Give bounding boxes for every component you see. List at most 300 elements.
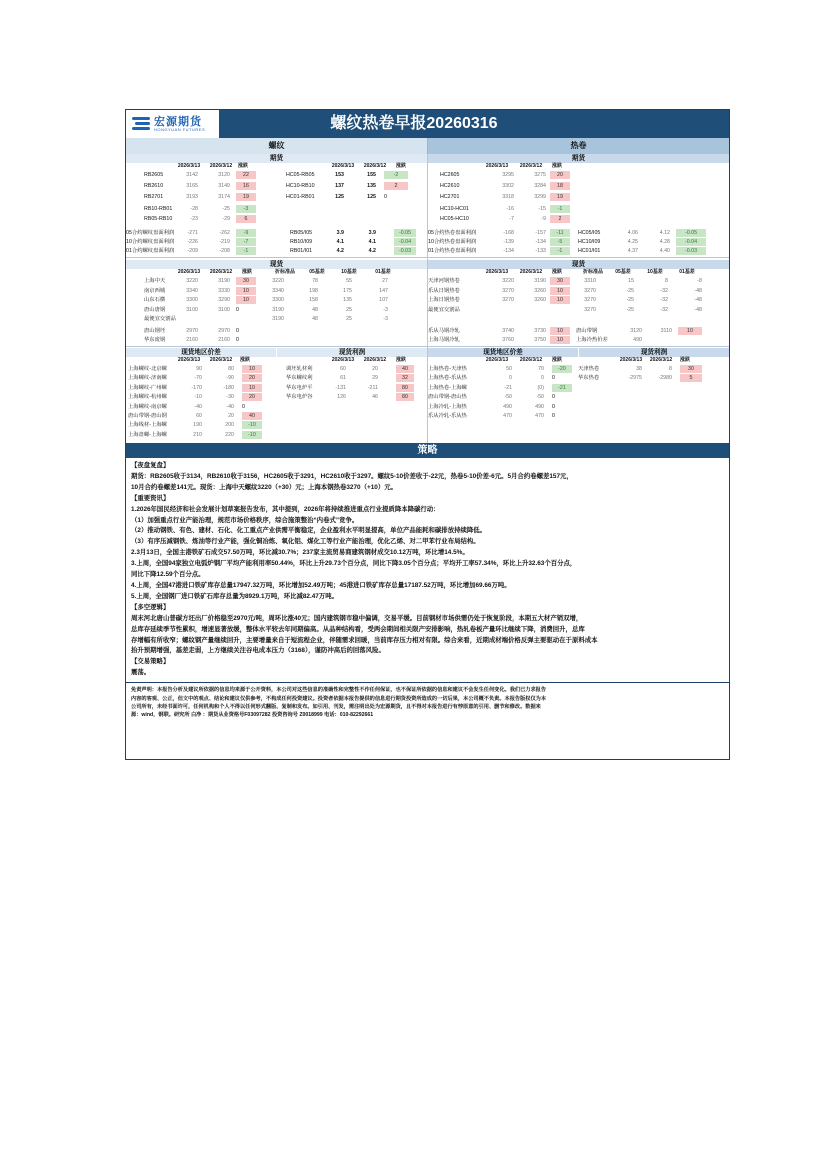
strategy-line: 10月合约卷螺差141元。现货：上海中天螺纹3220（+30）元；上海本钢热卷3270（+10）元。 [131,483,397,491]
rb-fut-head-2: 涨跌 [237,163,248,169]
rb-region-name: 唐山带钢-唐山钢 [128,413,167,419]
rb-spot-b05: 198 [309,287,318,294]
hc-spot-name: 最便宜交割品 [428,306,460,313]
hc-region-value-2: 470 [535,413,544,419]
strategy-line: （3）有序压减钢铁、炼油等行业产能，强化铜冶炼、氧化铝、煤化工等行业产能治理，优化乙烯、对二甲苯行业布局结构。 [131,538,480,546]
hc-spot-conv: 3270 [584,287,596,294]
hc-spot-value-1: 3220 [502,278,514,284]
strategy-line: 同比下降12.59个百分点。 [131,571,205,579]
hc-disk-profit-change: -11 [550,229,570,237]
rb-spot-conv: 3340 [272,287,284,294]
rb-fut-head-1: 2026/3/12 [209,163,233,169]
rb-ore-ratio-value-1: 3.9 [336,230,344,236]
hc-spot-head-6: 01基差 [679,269,695,275]
strategy-line: （2）推动钢铁、有色、建材、石化、化工重点产业供需平衡稳定，企业盈利水平明显提高，单位产品能耗和碳排放持续降低。 [131,527,487,535]
hc-disk-profit-value-2: -134 [535,239,546,245]
strategy-line: （1）加强重点行业产能治理，规范市场价格秩序，综合施策整治“内卷式”竞争。 [131,516,359,524]
rb-region-name: 上海螺纹-南京螺 [128,403,167,410]
rb-spot-b10: 175 [343,287,352,294]
hc-fut-head-2: 涨跌 [551,163,562,169]
rb-region-value-1: -10 [194,394,202,401]
profit-band-rebar: 现货利润 [277,348,427,357]
rb-region-change: 40 [242,412,262,420]
hc-region-value-2: -50 [536,394,544,401]
hc-ore-ratio-value-2: 4.12 [659,230,670,236]
logo-english: HONGYUAN FUTURES [154,126,206,132]
rb-profit-value-1: 126 [337,394,346,401]
hc-profit-value-2: 8 [669,366,672,372]
rb-region-change: 20 [242,393,262,401]
strategy-line: 抬升预期增强，基差走弱，上方继续关注谷电成本压力（3168），谨防冲高后的回落风险。 [131,647,385,655]
rb-region-head-1: 2026/3/12 [209,357,233,363]
hc-profit-name: 天津热卷 [578,366,600,372]
hc-region-change: 0 [552,403,555,410]
strategy-line: 5.上周，全国钢厂进口铁矿石库存总量为8929.1万吨，环比减82.47万吨。 [131,592,339,600]
rb-spot-name: 上海中天 [144,278,166,284]
hc-spot-b01: -8 [697,278,702,284]
hc-spot-head-1: 2026/3/12 [519,269,543,275]
rb-ore-ratio-value-2: 3.9 [368,230,376,236]
hc-profit-head-1: 2026/3/12 [649,357,673,363]
rb-region-value-2: -40 [226,403,234,410]
hc-ore-ratio-name: HC10/I09 [578,239,601,245]
rb-spot-conv: 3220 [272,278,284,284]
hc-region-value-1: -50 [504,394,512,401]
hc-region-value-1: -21 [504,384,512,391]
rb-profit-head-2: 涨跌 [395,357,406,363]
rb-billet-change: 0 [236,337,239,343]
rb-ore-ratio-value-2: 4.2 [368,248,376,254]
hc-disk-profit-change: -1 [550,247,570,255]
rb-spot-change: 10 [236,296,256,304]
rb-region-name: 上海盘螺-上海螺 [128,431,167,438]
hc-future-change: 20 [550,171,570,179]
rb-profit-value-2: -211 [367,384,378,391]
strategy-heading: 【重要资讯】 [131,494,170,502]
rb-ore-ratio-value-2: 4.1 [368,239,376,245]
logo-mark-icon [132,116,150,132]
rb-spread-change: 6 [236,215,256,223]
hc-profit-value-2: -2980 [658,375,672,382]
rb-future-value-1: 3165 [186,183,198,189]
hc-spot-b01: -48 [694,297,702,304]
rb-spread-value-2: -25 [222,206,230,212]
hc-future-value-2: 3275 [534,172,546,178]
hc-region-name: 上海热卷-上海螺 [428,384,467,391]
rb-region-value-1: 210 [193,431,202,438]
rb-billet-name: 华东废钢 [144,337,166,343]
rb-region-value-2: -90 [226,375,234,382]
hc-rb-spread-value-2: 125 [367,194,376,200]
rb-spot-head-1: 2026/3/12 [209,269,233,275]
rb-spread-value-2: -29 [222,216,230,222]
hc-spread-change: -1 [550,205,570,213]
hc-spot-conv: 3310 [584,278,596,284]
disclaimer-line: 内容的客观、公正，但文中的观点、结论和建议仅供参考，不构成任何投资建议。投资者依据本报告提供的信息进行期货投资所造成的一切后果，本公司概不负责。本报告版权仅为本 [131,695,547,702]
rb-profit-name: 华东螺纹利 [286,375,313,382]
rb-spread-value-1: -28 [190,206,198,212]
rb-spot-value-2: 3290 [218,297,230,304]
hc-spot-value-1: 3270 [502,287,514,294]
rb-billet-value-2: 2160 [218,337,230,343]
rb-spot-head-0: 2026/3/13 [177,269,201,275]
rb-region-value-2: 200 [225,422,234,429]
region-band-rebar: 现货地区价差 [126,348,276,357]
hc-spread-value-1: -7 [509,216,514,222]
rb-future-change: 16 [236,182,256,190]
rb-future-name: RB2605 [144,172,164,178]
rb-ore-ratio-change: -0.04 [394,238,416,246]
hc-region-name: 上海热卷-乐从热 [428,375,467,382]
rb-region-value-2: 220 [225,431,234,438]
hc-rb-spread-value-2: 135 [367,183,376,189]
hc-spot-b01: -48 [694,306,702,313]
hc-ore-ratio-change: -0.04 [676,238,706,246]
hc-ore-ratio-value-2: 4.40 [659,248,670,254]
strategy-title: 策略 [126,443,729,458]
company-logo [126,110,219,138]
rb-spot-b05: 158 [309,297,318,304]
hc-future-value-2: 3299 [534,194,546,200]
rb-spot-b05: 78 [312,278,318,284]
hc-spot-conv: 3270 [584,306,596,313]
rb-ore-ratio-name: RB01/I01 [290,248,313,254]
hc-disk-profit-value-2: -157 [535,230,546,236]
rb-spot-conv: 3190 [272,306,284,313]
hcrb-fut-head-0: 2026/3/13 [331,163,355,169]
hc-spot-value-2: 3190 [534,278,546,284]
rb-region-name: 上海螺纹-济南螺 [128,375,167,382]
hc-profit-change: 5 [680,374,702,382]
report-title: 螺纹热卷早报20260316 [330,115,498,132]
logo-name: 宏源期货 [154,115,202,128]
rb-region-name: 上海螺纹-杭州螺 [128,394,167,401]
rb-spot-value-1: 3340 [186,287,198,294]
hc-spot-head-4: 05基差 [615,269,631,275]
rb-region-name: 上海线材-上海螺 [128,422,167,429]
rb-future-value-2: 3120 [218,172,230,178]
rb-spot-head-4: 05基差 [309,269,325,275]
rb-future-value-2: 3149 [218,183,230,189]
rb-spot-value-1: 3100 [186,306,198,313]
hc-disk-profit-name: 05合约热卷盘面利润 [428,230,477,236]
futures-band-hot-coil: 期货 [428,154,729,163]
strategy-line: 1.2026年国民经济和社会发展计划草案报告发布，其中提到，2026年将持续推进重点行业提质降本降碳行动： [131,505,440,513]
rb-disk-profit-name: 01合约螺纹盘面利润 [126,248,175,254]
rb-spread-change: -3 [236,205,256,213]
rb-spot-b01: 107 [379,297,388,304]
rb-future-change: 19 [236,193,256,201]
hc-spot-b10: -32 [660,306,668,313]
rb-disk-profit-value-2: -262 [219,230,230,236]
rb-profit-value-2: 29 [372,375,378,382]
rb-billet-value-1: 2160 [186,337,198,343]
hc-strip-name: 唐山带钢 [576,328,598,334]
hc-disk-profit-value-2: -133 [535,248,546,254]
hc-ore-ratio-change: -0.05 [676,229,706,237]
rb-spot-head-2: 涨跌 [241,269,252,275]
rb-billet-change: 0 [236,328,239,334]
rb-spread-value-1: -23 [190,216,198,222]
hc-region-head-0: 2026/3/13 [485,357,509,363]
strategy-line: 期货：RB2605收于3134，RB2610收于3156，HC2605收于3291，HC2610收于3297。螺纹5-10价差收于-22元，热卷5-10价差-6元。5月合约卷螺差157元， [131,472,573,480]
hc-cold-roll-name: 上海马钢冷轧 [428,337,460,343]
report-sheet [125,109,730,760]
rb-future-value-1: 3193 [186,194,198,200]
rb-profit-name: 调坯轧材利 [286,366,313,372]
rb-profit-change: 80 [396,384,414,392]
hc-spot-b10: -32 [660,297,668,304]
hc-future-change: 18 [550,182,570,190]
hc-spot-value-2: 3260 [534,297,546,304]
rb-region-value-1: -40 [194,403,202,410]
hc-region-value-2: 70 [538,366,544,372]
strategy-line: 震荡。 [131,669,151,677]
rb-profit-value-2: 46 [372,394,378,401]
region-band-hot-coil: 现货地区价差 [428,348,578,357]
hc-rb-spread-change: -2 [384,171,408,179]
hc-region-value-1: 470 [503,413,512,419]
rb-region-value-1: -170 [191,384,202,391]
rb-region-change: 10 [242,384,262,392]
spot-band-hot-coil: 现货 [428,260,729,269]
hc-ore-ratio-value-1: 4.37 [627,248,638,254]
hc-profit-value-1: -2975 [628,375,642,382]
section-rebar: 螺纹 [126,138,428,154]
strategy-line: 总库存延续季节性累积，增速显著放缓，整体水平较去年同期偏高。从品种结构看，受两会期间相关限产安排影响，热轧卷板产量环比继续下降，消费回升，总库 [131,625,585,633]
strategy-heading: 【交易策略】 [131,658,170,666]
rb-spot-value-2: 3190 [218,278,230,284]
hc-rb-spread-value-1: 137 [335,183,344,189]
rb-spot-b10: 135 [343,297,352,304]
hc-region-value-2: 490 [535,403,544,410]
strategy-line: 周末河北唐山普碳方坯出厂价格稳至2970元/吨，周环比涨40元；国内建筑钢市稳中偏调，交易平缓。目前钢材市场供需仍处于恢复阶段，本期五大材产销双增， [131,614,583,622]
rb-billet-value-2: 2970 [218,328,230,334]
hc-future-change: 19 [550,193,570,201]
hc-spot-name: 乐从日钢热卷 [428,287,460,294]
strategy-line: 3.上周，全国94家独立电弧炉钢厂平均产能利用率50.44%，环比上升29.73个百分点，同比下降3.05个百分点；平均开工率57.34%，环比上升32.63个百分点， [131,560,577,568]
rb-profit-head-1: 2026/3/12 [363,357,387,363]
disclaimer [126,682,729,723]
hc-region-change: 0 [552,413,555,419]
rb-region-change: 10 [242,365,262,373]
rb-profit-name: 华东电炉平 [286,384,313,391]
hc-profit-change: 30 [680,365,702,373]
hc-cold-roll-value-2: 3730 [534,328,546,334]
rb-future-name: RB2701 [144,194,164,200]
hc-rb-spread-value-1: 153 [335,172,344,178]
hc-spread-change: 2 [550,215,570,223]
rb-region-value-1: 60 [196,413,202,419]
rb-region-value-1: 190 [193,422,202,429]
hc-spread-name: HC10-HC01 [440,206,469,212]
rb-region-change: -10 [242,431,262,439]
rb-spot-head-3: 折标准品 [274,269,295,275]
rb-spot-b10: 25 [346,316,352,323]
rb-spot-b05: 48 [312,306,318,313]
rb-region-value-1: -70 [194,375,202,382]
hc-strip-change: 10 [678,327,702,335]
hc-future-value-2: 3284 [534,183,546,189]
hc-cold-roll-change: 10 [550,327,570,335]
price-grid [126,154,729,443]
hc-spot-b10: 8 [665,278,668,284]
strategy-line: 4.上周，全国47港进口铁矿库存总量17947.32万吨，环比增加52.49万吨；45港进口铁矿库存总量17187.52万吨，环比增加69.66万吨。 [131,581,511,589]
rb-disk-profit-name: 05合约螺纹盘面利润 [126,230,175,236]
hc-spot-head-2: 涨跌 [551,269,562,275]
rb-disk-profit-change: -7 [236,238,256,246]
hc-spot-b10: -32 [660,287,668,294]
profit-band-hot-coil: 现货利润 [579,348,729,357]
rb-spot-conv: 3300 [272,297,284,304]
disclaimer-line: 源：wind，钢联。研究所 白净 ：期货从业资格号F03097282 投资咨询号 Z0018999 电话：010-82292661 [131,712,374,719]
center-divider [427,154,428,443]
rb-future-name: RB2610 [144,183,164,189]
rb-spot-b01: -3 [383,316,388,323]
hc-rb-spread-name: HC10-RB10 [286,183,315,189]
hc-disk-profit-value-1: -139 [503,239,514,245]
rb-spot-change: 0 [236,306,239,313]
hc-region-change: 0 [552,375,555,382]
rb-profit-change: 80 [396,393,414,401]
rb-region-value-1: 90 [196,366,202,372]
hc-profit-value-1: 38 [636,366,642,372]
hcrb-fut-head-2: 涨跌 [395,163,406,169]
rb-region-name: 上海螺纹-北京螺 [128,366,167,372]
hc-cold-roll-change: 10 [550,336,570,344]
hc-future-value-1: 3302 [502,183,514,189]
rb-disk-profit-change: -9 [236,229,256,237]
hc-spot-change: 30 [550,277,570,285]
hc-future-value-1: 3295 [502,172,514,178]
hc-spot-b05: -25 [626,306,634,313]
rb-profit-change: 32 [396,374,414,382]
hc-disk-profit-name: 10合约热卷盘面利润 [428,239,477,245]
hc-spread-value-2: -15 [538,206,546,212]
rb-profit-value-2: 20 [372,366,378,372]
hc-region-name: 唐山带钢-唐山热 [428,394,467,401]
rb-region-change: -10 [242,421,262,429]
rb-future-value-2: 3174 [218,194,230,200]
strategy-line: 存增幅有所收窄；螺纹钢产量继续回升，主要增量来自于短流程企业，伴随需求回暖，当前库存压力相对有限。综合来看，近期成材端价格反弹主要驱动在于原料成本 [131,636,598,644]
hc-spread-value-2: -9 [541,216,546,222]
hc-cold-roll-name: 乐从马钢冷轧 [428,328,460,334]
hc-spot-name: 上海日钢热卷 [428,297,460,304]
hc-strip-name: 上海冷热价差 [576,337,608,343]
rb-billet-value-1: 2970 [186,328,198,334]
rb-spot-head-6: 01基差 [375,269,391,275]
strategy-line: 2.3月13日，全国主港铁矿石成交57.50万吨，环比减30.7%；237家主流贸易商建筑钢材成交10.12万吨，环比增14.5%。 [131,549,469,557]
hc-region-value-1: 490 [503,403,512,410]
strategy-heading: 【夜盘复盘】 [131,462,170,469]
hc-region-value-1: 50 [506,366,512,372]
strategy-heading: 【多空逻辑】 [131,603,170,611]
rb-spot-value-1: 3220 [186,278,198,284]
rb-profit-head-0: 2026/3/13 [331,357,355,363]
hc-region-change: -21 [552,384,572,392]
rb-spot-head-5: 10基差 [341,269,357,275]
hc-ore-ratio-name: HC05/I05 [578,230,601,236]
hc-fut-head-1: 2026/3/12 [519,163,543,169]
hc-spot-b01: -48 [694,287,702,294]
hc-profit-name: 华东热卷 [578,375,600,382]
hc-profit-head-0: 2026/3/13 [619,357,643,363]
rb-spot-value-2: 3100 [218,306,230,313]
hc-strip-value-1: 3120 [630,328,642,334]
rb-spot-conv: 3190 [272,316,284,323]
rb-region-value-2: 20 [228,413,234,419]
rb-disk-profit-value-1: -226 [187,239,198,245]
rb-future-change: 22 [236,171,256,179]
strategy-text [126,458,729,679]
rb-spot-change: 30 [236,277,256,285]
rb-spot-b01: 147 [379,287,388,294]
rb-disk-profit-value-1: -209 [187,248,198,254]
hc-disk-profit-name: 01合约热卷盘面利润 [428,248,477,254]
rb-profit-value-1: -131 [335,384,346,391]
rb-profit-name: 华东电炉谷 [286,394,313,401]
rb-spot-b10: 55 [346,278,352,284]
rb-spot-b01: -3 [383,306,388,313]
rb-disk-profit-name: 10合约螺纹盘面利润 [126,239,175,245]
rb-spot-name: 唐山唐钢 [144,306,166,313]
rb-spread-name: RB05-RB10 [144,216,173,222]
hc-strip-value-2: 3110 [660,328,672,334]
spot-band-rebar: 现货 [126,260,427,269]
hc-region-change: 0 [552,394,555,401]
hc-spot-head-3: 折标准品 [582,269,603,275]
rb-billet-name: 唐山钢坯 [144,328,166,334]
rb-spot-b10: 25 [346,306,352,313]
rb-spot-name: 最便宜交割品 [144,316,176,323]
hc-ore-ratio-value-1: 4.06 [627,230,638,236]
rb-disk-profit-value-2: -208 [219,248,230,254]
hc-region-name: 上海冷轧-上海热 [428,403,467,410]
hc-spot-head-5: 10基差 [647,269,663,275]
rb-spot-name: 山东石横 [144,297,166,304]
rb-disk-profit-value-2: -219 [219,239,230,245]
rb-spot-name: 南京西城 [144,287,166,294]
hc-spot-b05: 15 [628,278,634,284]
hc-ore-ratio-name: HC01/I01 [578,248,601,254]
hc-spot-head-0: 2026/3/13 [485,269,509,275]
rb-disk-profit-value-1: -271 [187,230,198,236]
hc-future-name: HC2605 [440,172,460,178]
section-hot-coil: 热卷 [428,138,729,154]
rb-spread-name: RB10-RB01 [144,206,173,212]
hc-region-value-2: 0 [541,375,544,382]
rb-spot-b01: 27 [382,278,388,284]
hc-spot-value-2: 3260 [534,287,546,294]
rb-region-value-2: -30 [226,394,234,401]
hc-cold-roll-value-2: 3750 [534,337,546,343]
hc-disk-profit-value-1: -134 [503,248,514,254]
hc-rb-spread-name: HC05-RB05 [286,172,315,178]
rb-spot-value-2: 3330 [218,287,230,294]
hcrb-fut-head-1: 2026/3/12 [363,163,387,169]
hc-rb-spread-name: HC01-RB01 [286,194,315,200]
hc-cold-roll-value-1: 3740 [502,328,514,334]
hc-region-change: -20 [552,365,572,373]
hc-spot-name: 天津河钢热卷 [428,278,460,284]
rb-spot-value-1: 3300 [186,297,198,304]
rb-region-change: 0 [242,403,245,410]
hc-rb-spread-change: 0 [384,194,387,200]
rb-region-head-0: 2026/3/13 [177,357,201,363]
rb-ore-ratio-change: -0.03 [394,247,416,255]
hc-rb-spread-change: 2 [384,182,408,190]
hc-disk-profit-value-1: -168 [503,230,514,236]
